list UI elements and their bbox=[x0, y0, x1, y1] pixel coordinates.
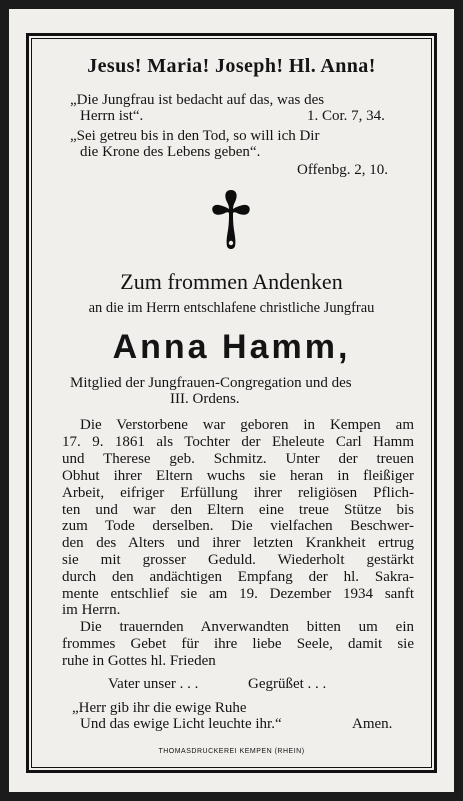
biography-line: Die Verstorbene war geboren in Kempen am bbox=[80, 417, 414, 433]
biography-line: und Therese geb. Schmitz. Unter der treuen bbox=[62, 451, 414, 467]
biography-line: sie mit grosser Geduld. Wiederholt gestärkt bbox=[62, 552, 414, 568]
prayer-vater-unser: Vater unser . . . bbox=[108, 676, 199, 692]
biography-line: Obhut ihrer Eltern wuchs sie heran in fleißiger bbox=[62, 468, 414, 484]
membership-line-1: Mitglied der Jungfrauen-Congregation und des bbox=[70, 375, 352, 391]
biography-line: ten und war den Eltern eine treue Stütze bis bbox=[62, 502, 414, 518]
prayer-amen: Amen. bbox=[352, 716, 393, 732]
verse-2-reference: Offenbg. 2, 10. bbox=[297, 162, 388, 178]
printer-imprint: THOMASDRUCKEREI KEMPEN (RHEIN) bbox=[158, 748, 305, 755]
biography-line: zum Tode derselben. Die vielfachen Beschwer- bbox=[62, 518, 414, 534]
request-line: frommes Gebet für ihre liebe Seele, damit sie bbox=[62, 636, 414, 652]
prayer-line-1: „Herr gib ihr die ewige Ruhe bbox=[72, 700, 247, 716]
prayer-line-2: Und das ewige Licht leuchte ihr.“ bbox=[80, 716, 282, 732]
verse-1-line-1: „Die Jungfrau ist bedacht auf das, was des bbox=[70, 92, 325, 108]
cross-icon bbox=[211, 188, 251, 252]
membership-line-2: III. Ordens. bbox=[170, 391, 240, 407]
verse-2-line-2: die Krone des Lebens geben“. bbox=[80, 144, 261, 160]
request-line: Die trauernden Anverwandten bitten um ein bbox=[80, 619, 414, 635]
biography-line: mente entschlief sie am 19. Dezember 1934 sanft bbox=[62, 586, 414, 602]
verse-2-line-1: „Sei getreu bis in den Tod, so will ich Dir bbox=[70, 128, 320, 144]
verse-1-reference: 1. Cor. 7, 34. bbox=[307, 108, 385, 124]
invocation-header: Jesus! Maria! Joseph! Hl. Anna! bbox=[87, 55, 376, 77]
memorial-subtitle: an die im Herrn entschlafene christliche Jungfrau bbox=[88, 300, 375, 316]
biography-line: Arbeit, eifriger Erfüllung ihrer religiösen Pflich- bbox=[62, 485, 414, 501]
request-line: ruhe in Gottes hl. Frieden bbox=[62, 653, 216, 669]
memorial-title: Zum frommen Andenken bbox=[120, 269, 343, 294]
biography-line: im Herrn. bbox=[62, 602, 121, 618]
deceased-name: Anna Hamm, bbox=[112, 328, 351, 366]
biography-line: 17. 9. 1861 als Tochter der Eheleute Carl Hamm bbox=[62, 434, 414, 450]
verse-1-line-2: Herrn ist“. bbox=[80, 108, 144, 124]
biography-line: durch den andächtigen Empfang der hl. Sakra- bbox=[62, 569, 414, 585]
biography-line: den des Alters und ihrer letzten Krankheit ertrug bbox=[62, 535, 414, 551]
prayer-gegruesset: Gegrüßet . . . bbox=[248, 676, 327, 692]
